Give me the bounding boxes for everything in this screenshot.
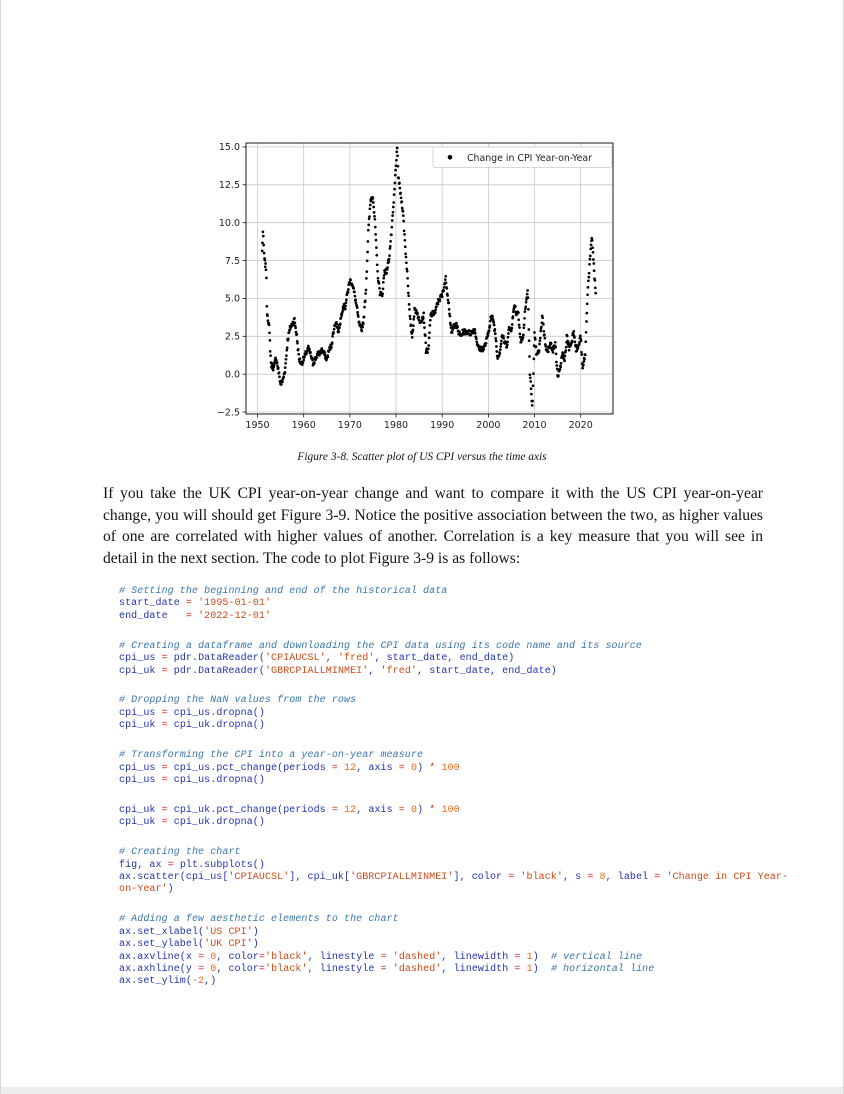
code-line: cpi_uk = cpi_uk.dropna() bbox=[119, 720, 265, 732]
body-paragraph: If you take the UK CPI year-on-year change and want to compare it with the US CPI year-on-year change, you will should get Figure 3-9. Notice the positive association between the two, as higher values of one are correlated with higher values of another. Correlation is a key measure that you will see in detail in the next section. The code to plot Figure 3-9 is as follows: bbox=[103, 485, 763, 568]
code-line: # Setting the beginning and end of the historical data bbox=[119, 586, 448, 597]
svg-text:1950: 1950 bbox=[245, 420, 270, 431]
code-line: cpi_us = cpi_us.dropna() bbox=[119, 774, 265, 786]
svg-text:−2.5: −2.5 bbox=[216, 407, 240, 419]
code-line: cpi_uk = pdr.DataReader('GBRCPIALLMINMEI', 'fred', start_date, end_date) bbox=[119, 665, 557, 677]
code-line: # Creating a dataframe and downloading the CPI data using its code name and its source bbox=[119, 640, 642, 652]
svg-text:2.5: 2.5 bbox=[224, 331, 240, 343]
svg-text:2010: 2010 bbox=[522, 420, 547, 431]
svg-text:1980: 1980 bbox=[383, 420, 409, 431]
code-line: # Adding a few aesthetic elements to the chart bbox=[119, 914, 399, 926]
code-line: fig, ax = plt.subplots() bbox=[119, 859, 265, 871]
svg-text:15.0: 15.0 bbox=[218, 142, 240, 154]
code-line: ax.set_ylim(-2,) bbox=[119, 976, 217, 988]
code-line: cpi_us = cpi_us.pct_change(periods = 12, axis = 0) * 100 bbox=[119, 762, 460, 774]
code-line: # Dropping the NaN values from the rows bbox=[119, 695, 357, 707]
svg-text:12.5: 12.5 bbox=[218, 180, 240, 192]
code-block bbox=[119, 586, 799, 989]
code-blank-line bbox=[119, 787, 799, 805]
code-line: cpi_uk = cpi_uk.pct_change(periods = 12, axis = 0) * 100 bbox=[119, 804, 460, 816]
svg-text:1970: 1970 bbox=[337, 420, 362, 431]
code-line: ax.set_ylabel('UK CPI') bbox=[119, 939, 259, 951]
svg-text:10.0: 10.0 bbox=[218, 218, 240, 229]
code-line: cpi_us = pdr.DataReader('CPIAUCSL', 'fred', start_date, end_date) bbox=[119, 653, 515, 665]
code-line: # Transforming the CPI into a year-on-year measure bbox=[119, 750, 424, 762]
code-blank-line bbox=[119, 733, 799, 751]
code-line: cpi_us = cpi_us.dropna() bbox=[119, 707, 265, 719]
svg-text:Change in CPI Year-on-Year: Change in CPI Year-on-Year bbox=[467, 152, 592, 164]
code-line: ax.axhline(y = 0, color='black', linestyle = 'dashed', linewidth = 1) # horizontal line bbox=[119, 963, 655, 975]
code-line: # Creating the chart bbox=[119, 847, 241, 859]
code-line: ax.axvline(x = 0, color='black', linestyle = 'dashed', linewidth = 1) # vertical line bbox=[119, 951, 643, 963]
code-blank-line bbox=[119, 897, 799, 915]
code-line: start_date = '1995-01-01' bbox=[119, 598, 272, 610]
svg-text:1990: 1990 bbox=[430, 420, 455, 431]
code-blank-line bbox=[119, 623, 799, 641]
svg-text:5.0: 5.0 bbox=[224, 293, 240, 305]
svg-text:2000: 2000 bbox=[476, 420, 501, 431]
code-line: ax.scatter(cpi_us['CPIAUCSL'], cpi_uk['GBRCPIALLMINMEI'], color = 'black', s = 8, label = 'Change in CPI Year-on-Year') bbox=[119, 872, 789, 896]
svg-text:1960: 1960 bbox=[291, 420, 316, 431]
svg-text:2020: 2020 bbox=[568, 420, 593, 431]
svg-text:7.5: 7.5 bbox=[224, 255, 240, 267]
code-blank-line bbox=[119, 678, 799, 696]
code-line: end_date = '2022-12-01' bbox=[119, 610, 272, 622]
cpi-scatter-chart bbox=[206, 134, 636, 438]
code-line: cpi_uk = cpi_uk.dropna() bbox=[119, 817, 265, 829]
code-line: ax.set_xlabel('US CPI') bbox=[119, 926, 259, 938]
svg-text:0.0: 0.0 bbox=[224, 369, 240, 381]
figure-caption: Figure 3-8. Scatter plot of US CPI versus the time axis bbox=[297, 451, 547, 463]
code-blank-line bbox=[119, 830, 799, 848]
page-bottom-strip bbox=[1, 1087, 843, 1094]
